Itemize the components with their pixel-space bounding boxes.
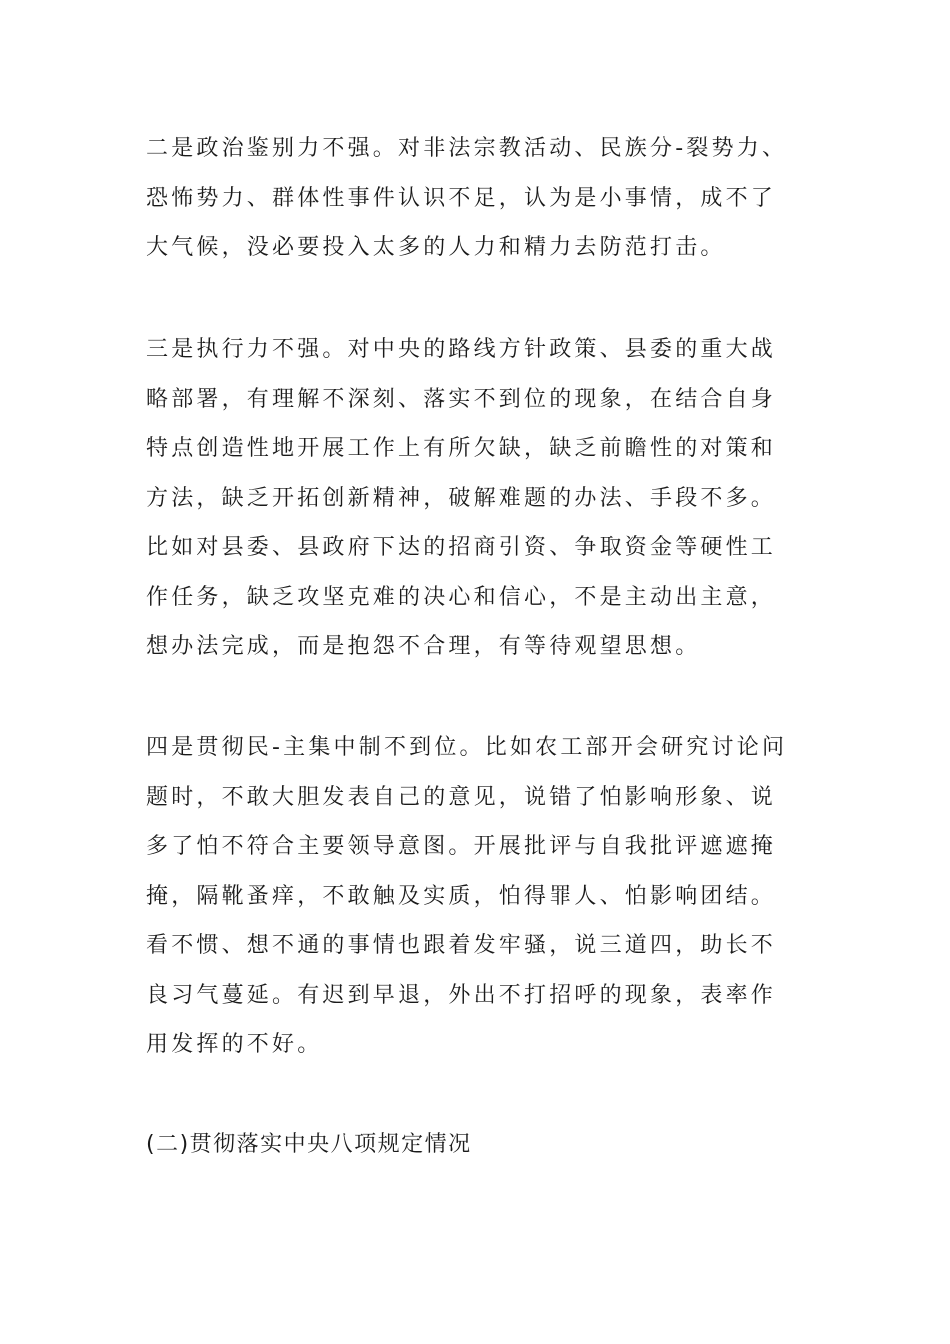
paragraph-line: 多了怕不符合主要领导意图。开展批评与自我批评遮遮掩 bbox=[146, 834, 777, 859]
paragraph-line: 特点创造性地开展工作上有所欠缺，缺乏前瞻性的对策和 bbox=[146, 436, 777, 461]
paragraph-line: 四是贯彻民-主集中制不到位。比如农工部开会研究讨论问 bbox=[146, 735, 788, 760]
paragraph-line: 比如对县委、县政府下达的招商引资、争取资金等硬性工 bbox=[146, 535, 777, 560]
paragraph-line: 掩，隔靴蚤痒，不敢触及实质，怕得罪人、怕影响团结。 bbox=[146, 883, 777, 909]
paragraph-line: 想办法完成，而是抱怨不合理，有等待观望思想。 bbox=[146, 634, 701, 659]
section-heading: (二)贯彻落实中央八项规定情况 bbox=[146, 1132, 472, 1157]
paragraph-democratic-centralism bbox=[146, 723, 806, 1070]
paragraph-line: 题时，不敢大胆发表自己的意见，说错了怕影响形象、说 bbox=[146, 784, 777, 810]
paragraph-line: 恐怖势力、群体性事件认识不足，认为是小事情，成不了 bbox=[146, 185, 777, 211]
paragraph-line: 略部署，有理解不深刻、落实不到位的现象，在结合自身 bbox=[146, 386, 777, 412]
paragraph-political-discernment bbox=[146, 124, 806, 273]
paragraph-execution bbox=[146, 325, 806, 672]
paragraph-line: 良习气蔓延。有迟到早退，外出不打招呼的现象，表率作 bbox=[146, 982, 777, 1008]
paragraph-line: 用发挥的不好。 bbox=[146, 1032, 323, 1057]
paragraph-line: 二是政治鉴别力不强。对非法宗教活动、民族分-裂势力、 bbox=[146, 136, 788, 161]
paragraph-line: 方法，缺乏开拓创新精神，破解难题的办法、手段不多。 bbox=[146, 485, 777, 511]
paragraph-line: 三是执行力不强。对中央的路线方针政策、县委的重大战 bbox=[146, 337, 777, 362]
paragraph-line: 大气候，没必要投入太多的人力和精力去防范打击。 bbox=[146, 235, 726, 260]
paragraph-line: 作任务，缺乏攻坚克难的决心和信心，不是主动出主意， bbox=[146, 584, 777, 610]
paragraph-line: 看不惯、想不通的事情也跟着发牢骚，说三道四，助长不 bbox=[146, 933, 777, 958]
